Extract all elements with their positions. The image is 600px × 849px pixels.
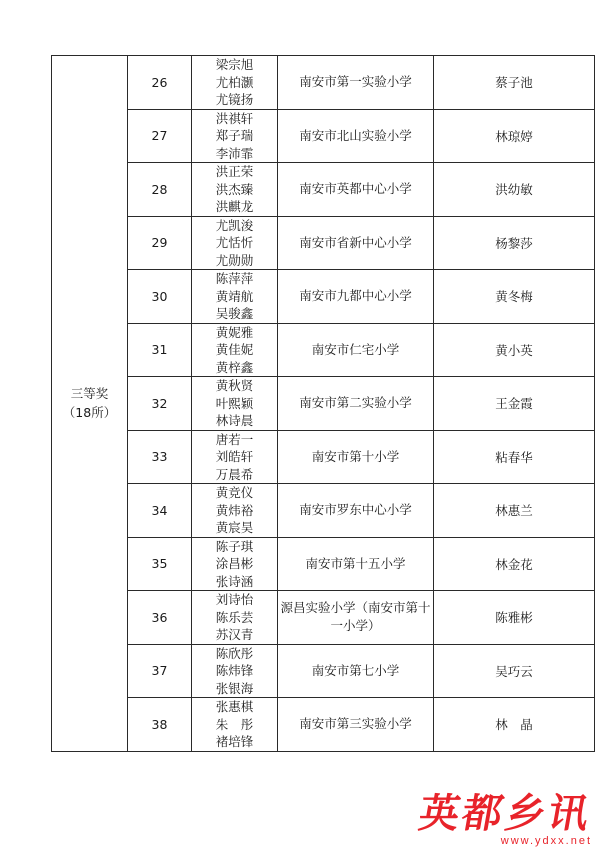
row-number: 34: [128, 484, 192, 538]
student-name: 万晨希: [215, 466, 254, 482]
student-names: [192, 430, 278, 484]
teacher-name: 林金花: [434, 537, 595, 591]
teacher-name: 林琼婷: [434, 109, 595, 163]
school-name: 南安市第七小学: [278, 644, 434, 698]
student-name: 郑子瑞: [215, 128, 254, 143]
school-name: 南安市第十五小学: [278, 537, 434, 591]
teacher-name: 林惠兰: [434, 484, 595, 538]
school-name: 南安市第三实验小学: [278, 698, 434, 752]
student-name: 洪杰臻: [215, 181, 254, 197]
award-category-count: （18所）: [62, 405, 117, 421]
student-name: 尤柏灏: [215, 74, 254, 90]
school-name: 南安市省新中心小学: [278, 216, 434, 270]
table-row: [52, 537, 595, 591]
school-name: 南安市第十小学: [278, 430, 434, 484]
row-number: 31: [128, 323, 192, 377]
student-name: 陈欣彤: [215, 645, 254, 661]
student-name: 陈炜锋: [215, 663, 254, 678]
row-number: 35: [128, 537, 192, 591]
student-name: 尤勋勋: [215, 252, 254, 268]
student-name: 张诗涵: [215, 573, 254, 589]
watermark-logo: [415, 782, 600, 849]
student-name: 梁宗旭: [215, 57, 254, 72]
teacher-name: 蔡子池: [434, 56, 595, 110]
student-name: 黄炜裕: [215, 502, 254, 518]
school-name: 南安市第一实验小学: [278, 56, 434, 110]
award-table: [51, 55, 595, 752]
row-number: 36: [128, 591, 192, 645]
student-names: [192, 698, 278, 752]
teacher-name: 杨黎莎: [434, 216, 595, 270]
school-name: 南安市第二实验小学: [278, 377, 434, 431]
student-name: 黄靖航: [215, 288, 254, 304]
teacher-name: 林 晶: [434, 698, 595, 752]
table-row: [52, 216, 595, 270]
table-row: [52, 56, 595, 110]
student-name: 刘诗怡: [215, 592, 254, 607]
school-name: 南安市九都中心小学: [278, 270, 434, 324]
student-names: [192, 537, 278, 591]
student-name: 朱 彤: [215, 716, 254, 732]
table-row: [52, 377, 595, 431]
student-name: 陈乐芸: [215, 609, 254, 625]
student-names: [192, 591, 278, 645]
teacher-name: 黄冬梅: [434, 270, 595, 324]
teacher-name: 吴巧云: [434, 644, 595, 698]
student-names: [192, 270, 278, 324]
student-name: 刘皓轩: [215, 449, 254, 464]
student-name: 林诗晨: [215, 413, 254, 428]
student-name: 洪麒龙: [215, 199, 254, 214]
row-number: 30: [128, 270, 192, 324]
row-number: 37: [128, 644, 192, 698]
award-category-label: 三等奖: [70, 386, 109, 402]
student-names: [192, 484, 278, 538]
student-name: 叶熙颖: [215, 395, 254, 411]
row-number: 32: [128, 377, 192, 431]
row-number: 27: [128, 109, 192, 163]
teacher-name: 黄小英: [434, 323, 595, 377]
student-name: 李沛霏: [215, 145, 254, 161]
watermark-logo-text: 英都乡讯: [415, 790, 596, 837]
student-name: 褚培锋: [215, 734, 254, 749]
student-name: 陈子琪: [215, 538, 254, 554]
student-name: 黄竞仪: [215, 485, 254, 500]
teacher-name: 粘春华: [434, 430, 595, 484]
row-number: 26: [128, 56, 192, 110]
student-name: 黄宸昊: [215, 520, 254, 535]
award-category-cell: [52, 56, 128, 752]
student-names: [192, 163, 278, 217]
teacher-name: 洪幼敏: [434, 163, 595, 217]
school-name: 南安市仁宅小学: [278, 323, 434, 377]
student-name: 尤恬忻: [215, 235, 254, 250]
row-number: 29: [128, 216, 192, 270]
table-row: [52, 163, 595, 217]
student-names: [192, 323, 278, 377]
teacher-name: 王金霞: [434, 377, 595, 431]
row-number: 28: [128, 163, 192, 217]
school-name: 南安市罗东中心小学: [278, 484, 434, 538]
table-row: [52, 270, 595, 324]
student-name: 黄妮雅: [215, 324, 254, 340]
table-row: [52, 430, 595, 484]
student-name: 洪祺轩: [215, 110, 254, 126]
student-names: [192, 56, 278, 110]
student-name: 张银海: [215, 680, 254, 696]
student-names: [192, 216, 278, 270]
student-name: 黄秋贤: [215, 378, 254, 393]
student-name: 张惠棋: [215, 699, 254, 714]
student-name: 尤镜扬: [215, 92, 254, 107]
table-row: [52, 484, 595, 538]
table-row: [52, 109, 595, 163]
student-name: 洪正荣: [215, 164, 254, 179]
row-number: 38: [128, 698, 192, 752]
student-name: 陈萍萍: [215, 271, 254, 286]
student-name: 黄梓鑫: [215, 359, 254, 375]
school-name: 南安市北山实验小学: [278, 109, 434, 163]
student-names: [192, 644, 278, 698]
student-names: [192, 109, 278, 163]
student-name: 涂昌彬: [215, 556, 254, 571]
table-row: [52, 591, 595, 645]
school-name: 源昌实验小学（南安市第十一小学）: [278, 591, 434, 645]
row-number: 33: [128, 430, 192, 484]
school-name: 南安市英都中心小学: [278, 163, 434, 217]
table-row: [52, 644, 595, 698]
award-table-body: [52, 56, 595, 752]
student-names: [192, 377, 278, 431]
student-name: 黄佳妮: [215, 342, 254, 357]
student-name: 尤凯浚: [215, 217, 254, 233]
student-name: 唐若一: [215, 431, 254, 447]
table-row: [52, 323, 595, 377]
watermark-url: www.ydxx.net: [500, 835, 592, 847]
student-name: 吴骏鑫: [215, 306, 254, 321]
teacher-name: 陈雅彬: [434, 591, 595, 645]
student-name: 苏汉青: [215, 627, 254, 642]
table-row: [52, 698, 595, 752]
